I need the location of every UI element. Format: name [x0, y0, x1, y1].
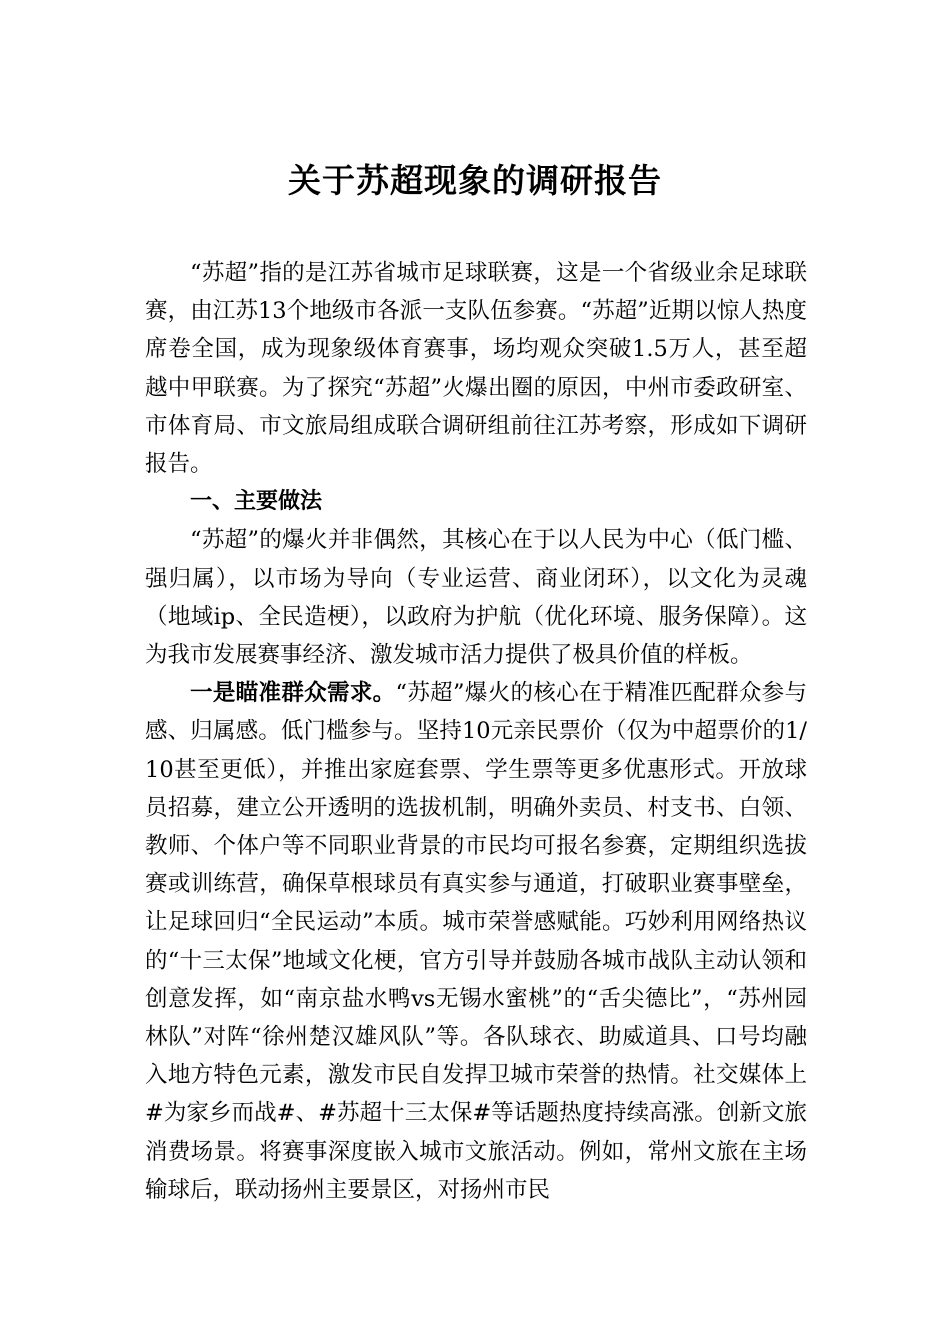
document-body	[145, 254, 807, 1209]
point-paragraph	[145, 674, 807, 1209]
intro-paragraph: “苏超”指的是江苏省城市足球联赛，这是一个省级业余足球联赛，由江苏13个地级市各派一支队伍参赛。“苏超”近期以惊人热度席卷全国，成为现象级体育赛事，场均观众突破1.5万人，甚至超越中甲联赛。为了探究“苏超”火爆出圈的原因，中州市委政研室、市体育局、市文旅局组成联合调研组前往江苏考察，形成如下调研报告。	[145, 260, 807, 478]
document-title: 关于苏超现象的调研报告	[288, 161, 662, 200]
point-text: “苏超”爆火的核心在于精准匹配群众参与感、归属感。低门槛参与。坚持10元亲民票价（仅为中超票价的1/10甚至更低），并推出家庭套票、学生票等更多优惠形式。开放球员招募，建立公开透明的选拔机制，明确外卖员、村支书、白领、教师、个体户等不同职业背景的市民均可报名参赛，定期组织选拔赛或训练营，确保草根球员有真实参与通道，打破职业赛事壁垒，让足球回归“全民运动”本质。城市荣誉感赋能。巧妙利用网络热议的“十三太保”地域文化梗，官方引导并鼓励各城市战队主动认领和创意发挥，如“南京盐水鸭vs无锡水蜜桃”的“舌尖德比”，“苏州园林队”对阵“徐州楚汉雄风队”等。各队球衣、助威道具、口号均融入地方特色元素，激发市民自发捍卫城市荣誉的热情。社交媒体上#为家乡而战#、#苏超十三太保#等话题热度持续高涨。创新文旅消费场景。将赛事深度嵌入城市文旅活动。例如，常州文旅在主场输球后，联动扬州主要景区，对扬州市民	[145, 680, 807, 1203]
section-heading-main-practices: 一、主要做法	[190, 489, 323, 515]
point-lead: 一是瞄准群众需求。	[190, 680, 396, 707]
section-paragraph: “苏超”的爆火并非偶然，其核心在于以人民为中心（低门槛、强归属），以市场为导向（专业运营、商业闭环），以文化为灵魂（地域ip、全民造梗），以政府为护航（优化环境、服务保障）。这为我市发展赛事经济、激发城市活力提供了极具价值的样板。	[145, 527, 807, 669]
